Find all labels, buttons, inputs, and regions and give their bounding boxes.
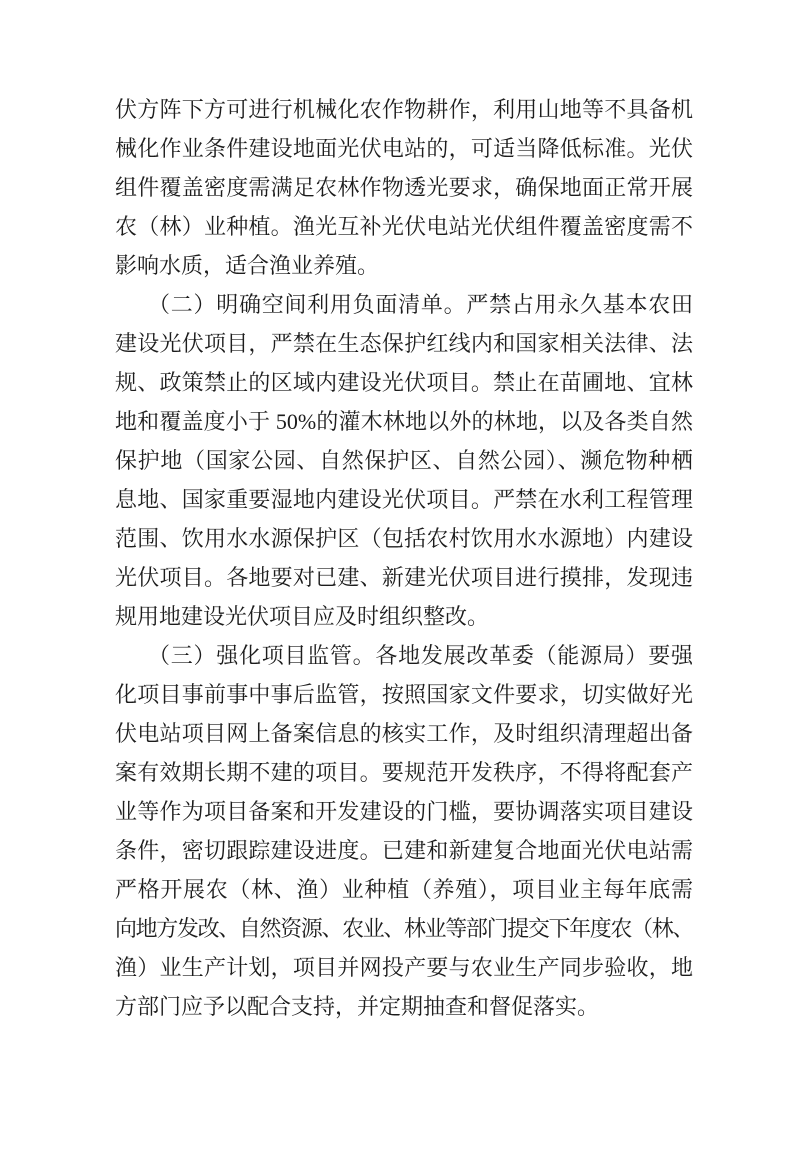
paragraph bbox=[115, 90, 693, 285]
text-line: 规用地建设光伏项目应及时组织整改。 bbox=[115, 604, 490, 629]
text-line: 渔）业生产计划，项目并网投产要与农业生产同步验收，地 bbox=[115, 955, 693, 980]
text-line: 农（林）业种植。渔光互补光伏电站光伏组件覆盖密度需不 bbox=[115, 214, 693, 239]
text-line: 范围、饮用水水源保护区（包括农村饮用水水源地）内建设 bbox=[115, 526, 693, 551]
text-line: 息地、国家重要湿地内建设光伏项目。严禁在水利工程管理 bbox=[115, 487, 693, 512]
text-line: 组件覆盖密度需满足农林作物透光要求，确保地面正常开展 bbox=[115, 175, 693, 200]
text-line: 方部门应予以配合支持，并定期抽查和督促落实。 bbox=[115, 994, 600, 1019]
text-line: 案有效期长期不建的项目。要规范开发秩序，不得将配套产 bbox=[115, 760, 693, 785]
paragraph bbox=[115, 636, 693, 1026]
text-line: （二）明确空间利用负面清单。严禁占用永久基本农田 bbox=[148, 292, 693, 317]
text-line: 规、政策禁止的区域内建设光伏项目。禁止在苗圃地、宜林 bbox=[115, 370, 693, 395]
paragraph bbox=[115, 285, 693, 636]
text-line: 械化作业条件建设地面光伏电站的，可适当降低标准。光伏 bbox=[115, 136, 693, 161]
text-line: 业等作为项目备案和开发建设的门槛，要协调落实项目建设 bbox=[115, 799, 693, 824]
text-line: （三）强化项目监管。各地发展改革委（能源局）要强 bbox=[148, 643, 693, 668]
text-line: 地和覆盖度小于 50%的灌木林地以外的林地，以及各类自然 bbox=[115, 409, 693, 434]
document-text-block bbox=[115, 90, 693, 1026]
text-line: 保护地（国家公园、自然保护区、自然公园）、濒危物种栖 bbox=[115, 448, 693, 473]
text-line: 影响水质，适合渔业养殖。 bbox=[115, 253, 380, 278]
text-line: 建设光伏项目，严禁在生态保护红线内和国家相关法律、法 bbox=[115, 331, 693, 356]
text-line: 严格开展农（林、渔）业种植（养殖），项目业主每年底需 bbox=[115, 877, 693, 902]
text-line: 向地方发改、自然资源、农业、林业等部门提交下年度农（林、 bbox=[115, 916, 693, 941]
text-line: 化项目事前事中事后监管，按照国家文件要求，切实做好光 bbox=[115, 682, 693, 707]
text-line: 伏方阵下方可进行机械化农作物耕作，利用山地等不具备机 bbox=[115, 97, 693, 122]
text-line: 条件，密切跟踪建设进度。已建和新建复合地面光伏电站需 bbox=[115, 838, 693, 863]
text-line: 光伏项目。各地要对已建、新建光伏项目进行摸排，发现违 bbox=[115, 565, 693, 590]
text-line: 伏电站项目网上备案信息的核实工作，及时组织清理超出备 bbox=[115, 721, 693, 746]
